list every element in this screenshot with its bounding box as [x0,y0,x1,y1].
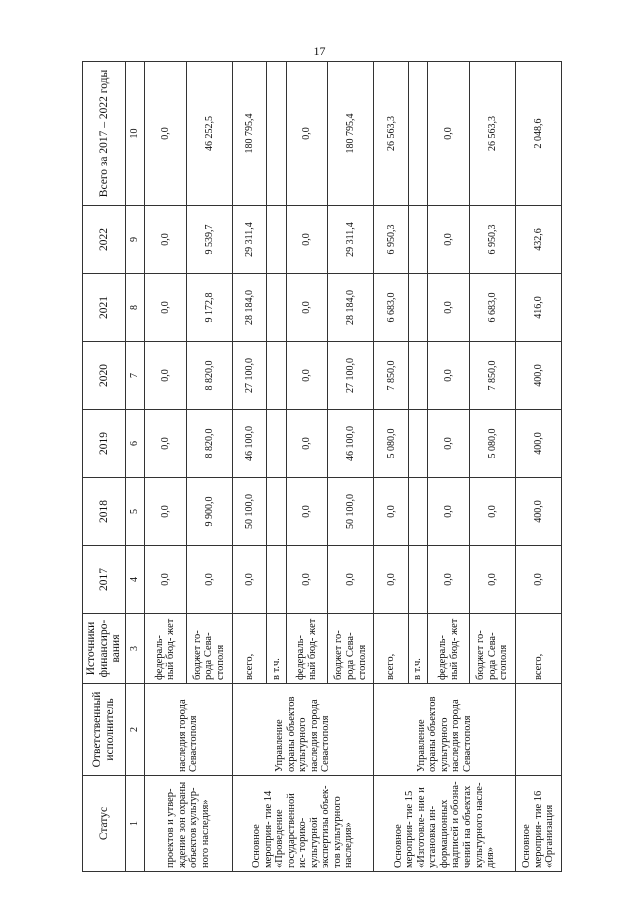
value-cell: 432,6 [515,206,561,274]
header-year-2021: 2021 [83,274,126,342]
table-row [144,62,186,872]
value-cell: 0,0 [286,206,328,274]
source-cell: всего, [515,614,561,684]
empty-cell [409,478,428,546]
value-cell: 0,0 [144,478,186,546]
header-row [83,62,126,872]
value-cell: 9 539,7 [186,206,232,274]
empty-cell [409,546,428,614]
source-cell: бюджет го- рода Сева- стополя [186,614,232,684]
value-cell: 0,0 [144,410,186,478]
column-number: 9 [125,206,144,274]
value-cell: 0,0 [515,546,561,614]
source-cell: бюджет го- рода Сева- стополя [470,614,516,684]
column-number: 1 [125,776,144,872]
total-cell: 26 563,3 [374,62,409,206]
source-cell: в т.ч. [267,614,286,684]
value-cell: 7 850,0 [470,342,516,410]
status-cell: проектов и утвер- ждение зон охраны объектов культур- ного наследия» [144,776,232,872]
value-cell: 46 100,0 [232,410,267,478]
value-cell: 28 184,0 [328,274,374,342]
value-cell: 8 820,0 [186,410,232,478]
column-number: 4 [125,546,144,614]
empty-cell [267,410,286,478]
source-cell: федераль- ный бюд- жет [144,614,186,684]
header-year-2018: 2018 [83,478,126,546]
column-number: 5 [125,478,144,546]
value-cell: 0,0 [428,410,470,478]
column-number: 2 [125,684,144,776]
value-cell: 9 900,0 [186,478,232,546]
executor-cell [515,684,561,776]
empty-cell [267,546,286,614]
value-cell: 29 311,4 [328,206,374,274]
value-cell: 0,0 [328,546,374,614]
empty-cell [409,274,428,342]
value-cell: 0,0 [144,206,186,274]
header-sources: Источники финансиро- вания [83,614,126,684]
status-cell: Основное мероприя- тие 15 «Изготовле- ние и установка ин- формационных надписей и обозна- чений на объектах культурного насле- дия» [374,776,516,872]
status-cell: Основное мероприя- тие 14 «Проведение государственной ис- торико-культурной экспертизы объек- тов культурного наследия» [232,776,374,872]
total-cell: 46 252,5 [186,62,232,206]
executor-cell: наследия города Севастополя [144,684,232,776]
value-cell: 400,0 [515,478,561,546]
value-cell: 5 080,0 [374,410,409,478]
empty-cell [409,410,428,478]
empty-cell [267,342,286,410]
value-cell: 27 100,0 [328,342,374,410]
total-cell: 2 048,6 [515,62,561,206]
value-cell: 0,0 [186,546,232,614]
source-cell: в т.ч. [409,614,428,684]
value-cell: 0,0 [428,206,470,274]
value-cell: 0,0 [144,342,186,410]
executor-cell: Управление охраны объектов культурного наследия города Севастополя [374,684,516,776]
empty-cell [409,62,428,206]
total-cell: 0,0 [428,62,470,206]
value-cell: 0,0 [428,342,470,410]
column-number: 3 [125,614,144,684]
rotated-table-container [82,62,562,872]
column-number-row [125,62,144,872]
source-cell: всего, [374,614,409,684]
value-cell: 0,0 [428,546,470,614]
total-cell: 0,0 [286,62,328,206]
value-cell: 0,0 [374,478,409,546]
value-cell: 6 950,3 [374,206,409,274]
value-cell: 0,0 [286,274,328,342]
value-cell: 0,0 [470,478,516,546]
value-cell: 7 850,0 [374,342,409,410]
empty-cell [267,478,286,546]
empty-cell [409,206,428,274]
executor-cell: Управление охраны объектов культурного наследия города Севастополя [232,684,374,776]
value-cell: 6 950,3 [470,206,516,274]
table-row [515,62,561,872]
value-cell: 9 172,8 [186,274,232,342]
source-cell: федераль- ный бюд- жет [428,614,470,684]
table-area [82,62,562,872]
value-cell: 6 683,0 [374,274,409,342]
empty-cell [267,62,286,206]
column-number: 8 [125,274,144,342]
value-cell: 0,0 [232,546,267,614]
value-cell: 400,0 [515,342,561,410]
page-number: 17 [313,44,326,58]
table-row [232,62,267,872]
status-cell: Основное мероприя- тие 16 «Организация [515,776,561,872]
value-cell: 0,0 [470,546,516,614]
value-cell: 27 100,0 [232,342,267,410]
value-cell: 0,0 [286,342,328,410]
value-cell: 28 184,0 [232,274,267,342]
column-number: 7 [125,342,144,410]
column-number: 6 [125,410,144,478]
value-cell: 50 100,0 [232,478,267,546]
empty-cell [267,274,286,342]
header-total: Всего за 2017 – 2022 годы [83,62,126,206]
header-executor: Ответственный исполнитель [83,684,126,776]
value-cell: 0,0 [144,274,186,342]
empty-cell [267,206,286,274]
total-cell: 180 795,4 [328,62,374,206]
value-cell: 50 100,0 [328,478,374,546]
value-cell: 400,0 [515,410,561,478]
value-cell: 6 683,0 [470,274,516,342]
value-cell: 0,0 [286,478,328,546]
source-cell: всего, [232,614,267,684]
value-cell: 0,0 [374,546,409,614]
column-number: 10 [125,62,144,206]
header-status: Статус [83,776,126,872]
value-cell: 0,0 [144,546,186,614]
total-cell: 26 563,3 [470,62,516,206]
value-cell: 0,0 [286,410,328,478]
header-year-2020: 2020 [83,342,126,410]
value-cell: 46 100,0 [328,410,374,478]
header-year-2019: 2019 [83,410,126,478]
empty-cell [409,342,428,410]
total-cell: 0,0 [144,62,186,206]
value-cell: 29 311,4 [232,206,267,274]
value-cell: 8 820,0 [186,342,232,410]
total-cell: 180 795,4 [232,62,267,206]
financing-table [82,61,562,872]
value-cell: 0,0 [286,546,328,614]
source-cell: бюджет го- рода Сева- стополя [328,614,374,684]
value-cell: 0,0 [428,274,470,342]
value-cell: 5 080,0 [470,410,516,478]
table-row [374,62,409,872]
value-cell: 0,0 [428,478,470,546]
value-cell: 416,0 [515,274,561,342]
header-year-2017: 2017 [83,546,126,614]
header-year-2022: 2022 [83,206,126,274]
source-cell: федераль- ный бюд- жет [286,614,328,684]
